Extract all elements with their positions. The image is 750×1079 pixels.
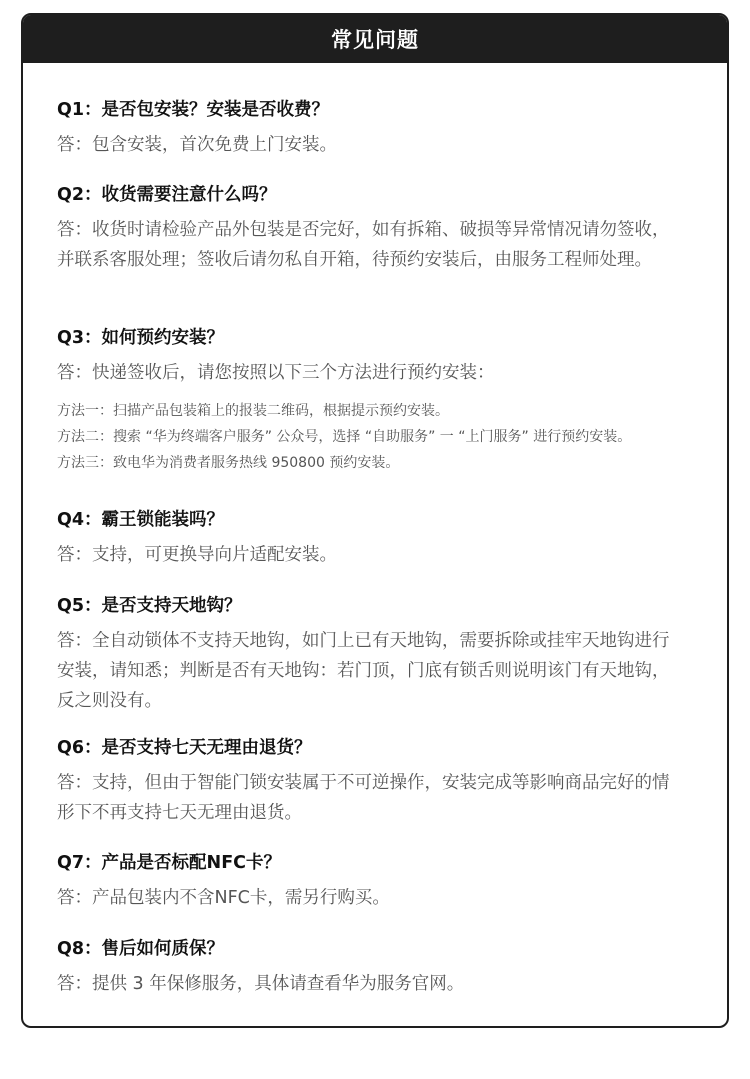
faq-item-8 bbox=[57, 934, 682, 999]
faq-item-2 bbox=[57, 180, 682, 275]
faq-question: Q2：收货需要注意什么吗？ bbox=[57, 185, 277, 205]
faq-question: Q7：产品是否标配NFC卡？ bbox=[57, 853, 281, 873]
faq-answer: 答：全自动锁体不支持天地钩，如门上已有天地钩，需要拆除或挂牢天地钩进行安装，请知悉；判断是否有天地钩：若门顶，门底有锁舌则说明该门有天地钩，反之则没有。 bbox=[57, 631, 670, 711]
faq-item-3 bbox=[57, 323, 682, 476]
faq-question: Q3：如何预约安装？ bbox=[57, 328, 225, 348]
faq-card bbox=[21, 13, 729, 1028]
faq-item-7 bbox=[57, 848, 682, 913]
faq-answer: 答：快递签收后，请您按照以下三个方法进行预约安装： bbox=[57, 363, 495, 383]
method-item: 方法三：致电华为消费者服务热线 950800 预约安装。 bbox=[57, 455, 400, 471]
faq-answer: 答：包含安装，首次免费上门安装。 bbox=[57, 135, 337, 155]
faq-item-1 bbox=[57, 95, 682, 160]
faq-item-5 bbox=[57, 591, 682, 716]
method-item: 方法一：扫描产品包装箱上的报装二维码，根据提示预约安装。 bbox=[57, 403, 449, 419]
method-item: 方法二：搜索 “华为终端客户服务” 公众号，选择 “自助服务” 一 “上门服务” 进行预约安装。 bbox=[57, 429, 632, 445]
faq-answer: 答：产品包装内不含NFC卡，需另行购买。 bbox=[57, 888, 390, 908]
faq-item-4 bbox=[57, 505, 682, 570]
faq-header bbox=[23, 15, 727, 63]
faq-answer: 答：收货时请检验产品外包装是否完好，如有拆箱、破损等异常情况请勿签收，并联系客服处理；签收后请勿私自开箱，待预约安装后，由服务工程师处理。 bbox=[57, 220, 670, 270]
faq-question: Q5：是否支持天地钩？ bbox=[57, 596, 242, 616]
faq-item-6 bbox=[57, 733, 682, 828]
faq-answer: 答：提供 3 年保修服务，具体请查看华为服务官网。 bbox=[57, 974, 465, 994]
faq-answer: 答：支持，但由于智能门锁安装属于不可逆操作，安装完成等影响商品完好的情形下不再支持七天无理由退货。 bbox=[57, 773, 670, 823]
method-list bbox=[57, 398, 682, 476]
page-title: 常见问题 bbox=[331, 28, 419, 52]
faq-question: Q8：售后如何质保？ bbox=[57, 939, 225, 959]
faq-question: Q4：霸王锁能装吗？ bbox=[57, 510, 225, 530]
faq-question: Q6：是否支持七天无理由退货？ bbox=[57, 738, 312, 758]
faq-question: Q1：是否包安装？安装是否收费？ bbox=[57, 100, 330, 120]
faq-answer: 答：支持，可更换导向片适配安装。 bbox=[57, 545, 337, 565]
